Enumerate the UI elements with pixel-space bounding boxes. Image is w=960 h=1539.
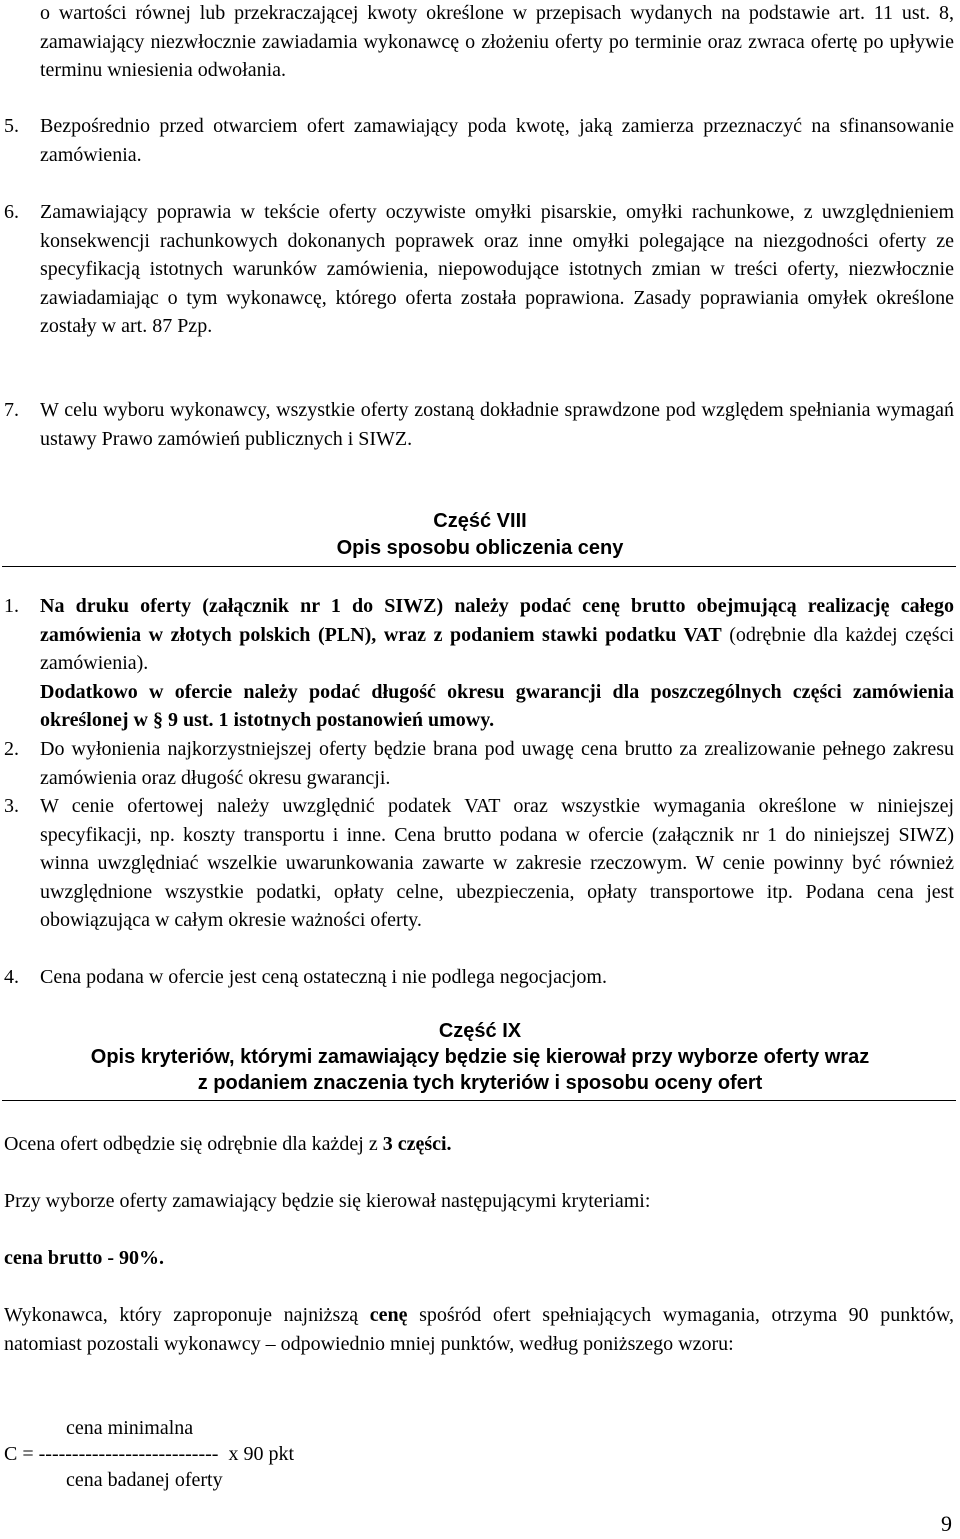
item-5-text: Bezpośrednio przed otwarciem ofert zamawiający poda kwotę, jaką zamierza przeznaczyć na sfinansowanie zamówienia. <box>40 115 954 166</box>
s8-item-1 <box>40 592 954 735</box>
section-9-subheading-2: z podaniem znaczenia tych kryteriów i sposobu oceny ofert <box>197 1072 763 1094</box>
item-6-text: Zamawiający poprawia w tekście oferty oczywiste omyłki pisarskie, omyłki rachunkowe, z uwzględnieniem konsekwencji rachunkowych dokonanych poprawek oraz inne omyłki polegające na niezgodności oferty ze specyfikacją istotnych warunków zamówienia, niepowodujące istotnych zmian w treści oferty, niezwłocznie zawiadamiając o tym wykonawcę, którego oferta została poprawiona. Zasady poprawiania omyłek określone zostały w art. 87 Pzp. <box>40 201 954 338</box>
intro-paragraph <box>40 0 954 85</box>
s9-para-2: Przy wyborze oferty zamawiający będzie się kierował następującymi kryteriami: <box>4 1190 651 1212</box>
s9-para-1-normal: Ocena ofert odbędzie się odrębnie dla każdej z <box>4 1133 383 1155</box>
section-8-rule <box>2 566 956 567</box>
s9-para-1-bold: 3 części. <box>382 1133 452 1155</box>
item-5-number: 5. <box>4 115 19 137</box>
page-number: 9 <box>941 1511 952 1536</box>
section-8-heading: Część VIII <box>433 510 527 532</box>
s8-item-1-normal-a: (odrębnie dla każdej części zamówienia). <box>40 623 954 675</box>
s9-para-3-bold: cenę <box>369 1304 408 1326</box>
s9-para-1 <box>4 1130 954 1159</box>
s9-para-3-b: spośród ofert spełniających wymagania, otrzyma 90 punktów, natomiast pozostali wykonawcy – odpowiednio mniej punktów, według poniższego wzoru: <box>4 1304 955 1355</box>
intro-text: o wartości równej lub przekraczającej kwoty określone w przepisach wydanych na podstawie art. 11 ust. 8, zamawiający niezwłocznie zawiadamia wykonawcę o złożeniu oferty po terminie oraz zwraca ofertę po upływie terminu wniesienia odwołania. <box>40 2 954 82</box>
s8-item-2-text: Do wyłonienia najkorzystniejszej oferty będzie brana pod uwagę cena brutto za zrealizowanie pełnego zakresu zamówienia oraz długość okresu gwarancji. <box>40 738 954 789</box>
item-7-number: 7. <box>4 399 19 421</box>
formula-line: C = --------------------------- x 90 pkt <box>4 1443 294 1465</box>
section-9-heading: Część IX <box>438 1020 522 1042</box>
s9-para-3-a: Wykonawca, który zaproponuje najniższą <box>4 1304 370 1326</box>
s8-item-2-number: 2. <box>4 738 19 760</box>
s8-item-1-number: 1. <box>4 595 19 617</box>
item-6-number: 6. <box>4 201 19 223</box>
s8-item-1-bold-b: Dodatkowo w ofercie należy podać długość okresu gwarancji dla poszczególnych części zamówienia określonej w § 9 ust. 1 istotnych postanowień umowy. <box>40 680 954 732</box>
section-8-subheading: Opis sposobu obliczenia ceny <box>336 537 624 559</box>
s9-para-3 <box>4 1301 954 1358</box>
s8-item-4-number: 4. <box>4 966 19 988</box>
formula-numerator: cena minimalna <box>66 1417 194 1439</box>
item-7-text: W celu wyboru wykonawcy, wszystkie oferty zostaną dokładnie sprawdzone pod względem spełniania wymagań ustawy Prawo zamówień publicznych i SIWZ. <box>40 399 954 450</box>
section-9-rule <box>2 1100 956 1101</box>
s8-item-3-number: 3. <box>4 795 19 817</box>
section-9-subheading-1: Opis kryteriów, którymi zamawiający będzie się kierował przy wyborze oferty wraz <box>90 1046 870 1068</box>
s8-item-1-bold-a: Na druku oferty (załącznik nr 1 do SIWZ) należy podać cenę brutto obejmującą realizację całego zamówienia w złotych polskich (PLN), wraz z podaniem stawki podatku VAT <box>40 595 954 646</box>
s8-item-4-text: Cena podana w ofercie jest ceną ostateczną i nie podlega negocjacjom. <box>40 966 607 988</box>
s9-criterion: cena brutto - 90%. <box>4 1247 164 1269</box>
s8-item-3-text: W cenie ofertowej należy uwzględnić podatek VAT oraz wszystkie wymagania określone w niniejszej specyfikacji, np. koszty transportu i inne. Cena brutto podana w ofercie (załącznik nr 1 do niniejszej SIWZ) winna uwzględniać wszelkie uwarunkowania zawarte w zakresie rzeczowym. W cenie powinny być również uwzględnione wszystkie podatki, opłaty celne, ubezpieczenia, opłaty transportowe itp. Podana cena jest obowiązująca w całym okresie ważności oferty. <box>40 795 954 932</box>
formula-denominator: cena badanej oferty <box>66 1469 223 1491</box>
